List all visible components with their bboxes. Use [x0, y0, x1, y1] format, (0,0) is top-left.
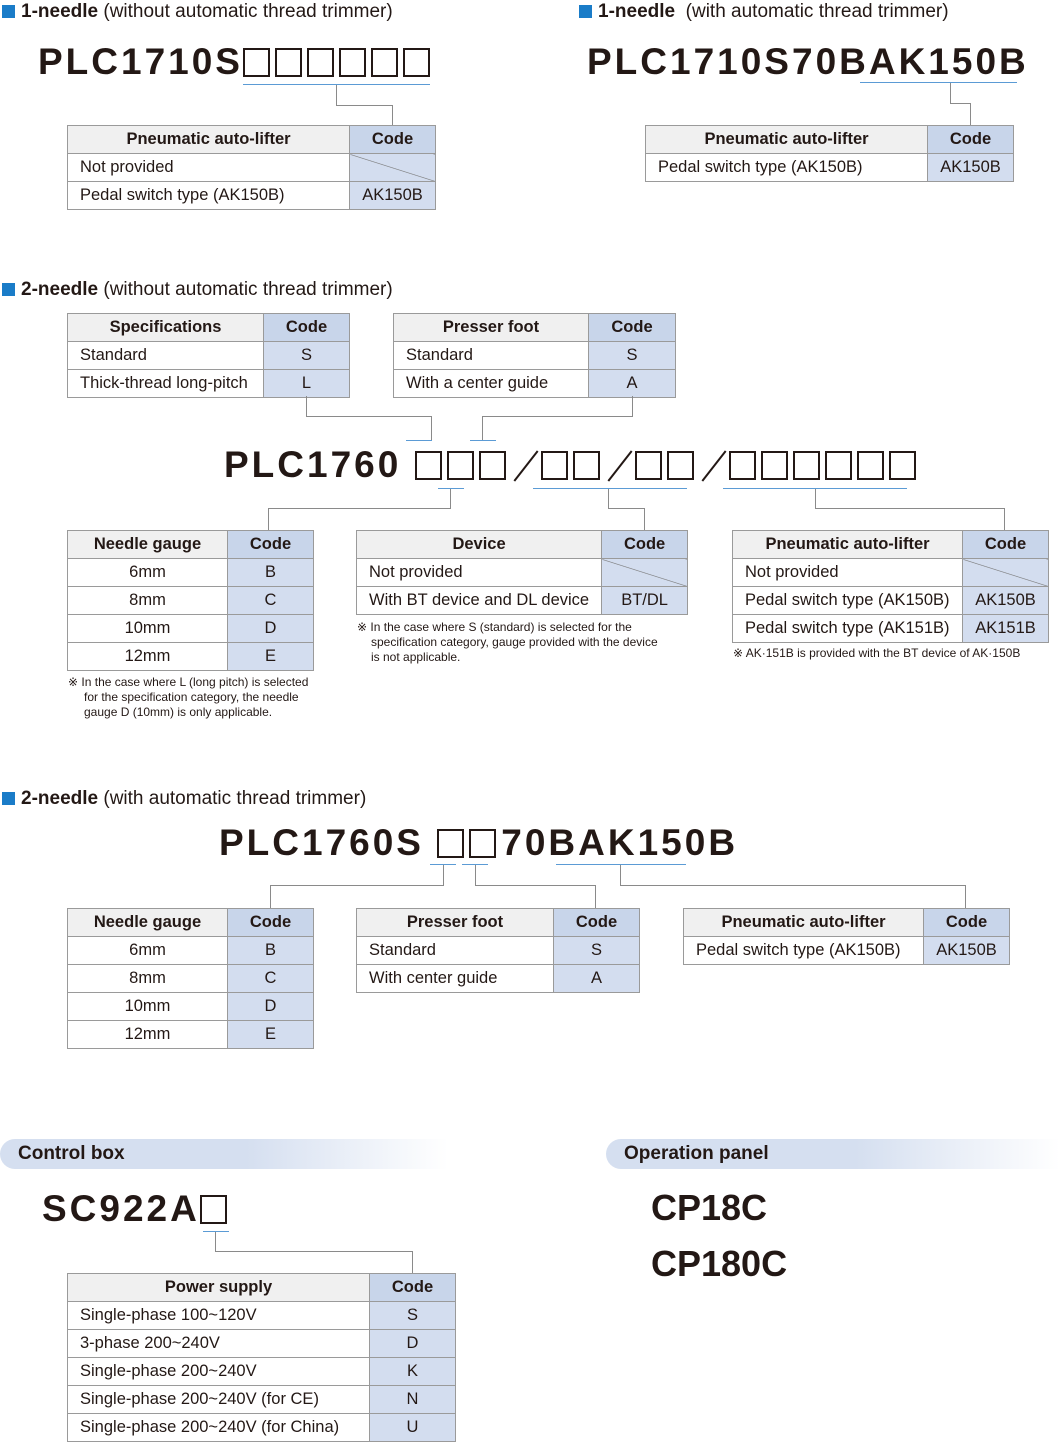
not-applicable-cell	[602, 559, 688, 587]
model-code-sc922a: SC922A	[42, 1187, 232, 1231]
model-code-plc1710s: PLC1710S	[38, 40, 435, 84]
model-code-cp18c: CP18C	[651, 1187, 768, 1228]
table-row: Not provided	[733, 559, 1049, 587]
table-row: 8mm C	[68, 587, 314, 615]
connector-line	[450, 489, 451, 509]
connector-line	[215, 1251, 413, 1252]
code-placeholder-box	[275, 48, 302, 77]
connector-line	[815, 508, 1005, 509]
table-row: Not provided	[357, 559, 688, 587]
code-underline	[406, 440, 432, 441]
code-placeholder-box	[243, 48, 270, 77]
code-placeholder-box	[541, 451, 568, 480]
table-row: Pedal switch type (AK150B) AK150B	[646, 154, 1014, 182]
table-row: Single-phase 200~240V (for China) U	[68, 1414, 456, 1442]
code-placeholder-box	[339, 48, 366, 77]
table-row: With a center guide A	[394, 370, 676, 398]
connector-line	[268, 508, 451, 509]
connector-line	[815, 489, 816, 509]
operation-panel-heading: Operation panel	[606, 1139, 1060, 1169]
connector-line	[620, 865, 621, 886]
code-placeholder-box	[761, 451, 788, 480]
table-needle-gauge-2: Needle gauge Code 6mm B 8mm C 10mm D 12mm E	[67, 908, 314, 1049]
code-placeholder-box	[371, 48, 398, 77]
code-placeholder-box	[403, 48, 430, 77]
model-code-plc1710s70bak150b: PLC1710S70BAK150B	[587, 41, 1029, 82]
connector-line	[608, 489, 609, 509]
section-title-1needle-no-trimmer: 1-needle (without automatic thread trimmer)	[2, 0, 393, 24]
control-box-heading: Control box	[0, 1139, 448, 1169]
bullet-square-icon	[2, 792, 15, 805]
code-placeholder-box	[200, 1195, 227, 1224]
table-device: Device Code Not provided With BT device and DL device BT/DL	[356, 530, 688, 615]
table-row: 6mm B	[68, 559, 314, 587]
model-code-plc1760: PLC1760	[224, 443, 921, 487]
table-row: Standard S	[68, 342, 350, 370]
connector-line	[482, 416, 633, 417]
code-underline	[438, 488, 464, 489]
code-placeholder-box	[667, 451, 694, 480]
table-row: 8mm C	[68, 965, 314, 993]
table-presser-foot: Presser foot Code Standard S With a center guide A	[393, 313, 676, 398]
slash-separator	[605, 443, 635, 487]
code-underline	[470, 440, 496, 441]
bullet-square-icon	[2, 5, 15, 18]
slash-separator	[511, 443, 541, 487]
connector-line	[443, 865, 444, 886]
code-underline	[533, 488, 687, 489]
section-title-2needle-with-trimmer: 2-needle (with automatic thread trimmer)	[2, 787, 366, 811]
code-placeholder-box	[307, 48, 334, 77]
slash-separator	[699, 443, 729, 487]
table-row: With BT device and DL device BT/DL	[357, 587, 688, 615]
table-row: Single-phase 200~240V K	[68, 1358, 456, 1386]
table-row: Single-phase 100~120V S	[68, 1302, 456, 1330]
bullet-square-icon	[579, 5, 592, 18]
connector-line	[475, 865, 476, 886]
table-row: 12mm E	[68, 1021, 314, 1049]
code-underline	[860, 82, 1017, 83]
connector-line	[336, 85, 337, 106]
section-title-2needle-no-trimmer: 2-needle (without automatic thread trimmer)	[2, 278, 393, 302]
connector-line	[215, 1232, 216, 1252]
code-placeholder-box	[729, 451, 756, 480]
code-placeholder-box	[415, 451, 442, 480]
table-pneumatic-auto-lifter-1: Pneumatic auto-lifter Code Not provided Pedal switch type (AK150B) AK150B	[67, 125, 436, 210]
connector-line	[608, 508, 645, 509]
table-pneumatic-auto-lifter-2: Pneumatic auto-lifter Code Pedal switch type (AK150B) AK150B	[645, 125, 1014, 182]
connector-line	[482, 416, 483, 440]
connector-line	[475, 885, 596, 886]
code-placeholder-box	[437, 829, 464, 858]
table-row: Standard S	[357, 937, 640, 965]
connector-line	[644, 508, 645, 531]
code-underline	[556, 864, 686, 865]
connector-line	[270, 885, 271, 909]
table-row: 12mm E	[68, 643, 314, 671]
connector-line	[965, 885, 966, 909]
code-placeholder-box	[825, 451, 852, 480]
note-lifter: ※ AK·151B is provided with the BT device of AK·150B	[733, 646, 1021, 660]
table-pneumatic-auto-lifter-4: Pneumatic auto-lifter Code Pedal switch type (AK150B) AK150B	[683, 908, 1010, 965]
table-row: Not provided	[68, 154, 436, 182]
table-needle-gauge-1: Needle gauge Code 6mm B 8mm C 10mm D 12mm E	[67, 530, 314, 671]
code-placeholder-box	[469, 829, 496, 858]
not-applicable-cell	[963, 559, 1049, 587]
code-placeholder-box	[573, 451, 600, 480]
connector-line	[620, 885, 966, 886]
table-row: Pedal switch type (AK150B) AK150B	[68, 182, 436, 210]
table-row: Pedal switch type (AK150B) AK150B	[684, 937, 1010, 965]
code-placeholder-box	[479, 451, 506, 480]
connector-line	[306, 416, 432, 417]
table-presser-foot-2: Presser foot Code Standard S With center guide A	[356, 908, 640, 993]
table-row: Pedal switch type (AK151B) AK151B	[733, 615, 1049, 643]
table-power-supply: Power supply Code Single-phase 100~120V S 3-phase 200~240V D Single-phase 200~240V K Single-phase 200~240V (for CE) N Single-phase 200~240V (for China) U	[67, 1273, 456, 1442]
note-device: ※ In the case where S (standard) is selected for the specification category, gauge provided with the device is not applicable.	[357, 620, 658, 664]
table-row: Single-phase 200~240V (for CE) N	[68, 1386, 456, 1414]
connector-line	[431, 416, 432, 440]
connector-line	[632, 396, 633, 417]
model-code-cp180c: CP180C	[651, 1243, 788, 1284]
table-row: 6mm B	[68, 937, 314, 965]
connector-line	[268, 508, 269, 531]
bullet-square-icon	[2, 283, 15, 296]
connector-line	[1004, 508, 1005, 531]
connector-line	[306, 396, 307, 417]
table-row: 3-phase 200~240V D	[68, 1330, 456, 1358]
connector-line	[392, 105, 393, 126]
note-needle-gauge: ※ In the case where L (long pitch) is selected for the specification category, the needle gauge D (10mm) is only applicable.	[68, 675, 309, 719]
code-placeholder-box	[793, 451, 820, 480]
table-row: Pedal switch type (AK150B) AK150B	[733, 587, 1049, 615]
table-row: 10mm D	[68, 993, 314, 1021]
connector-line	[412, 1251, 413, 1274]
connector-line	[950, 83, 951, 104]
code-placeholder-box	[889, 451, 916, 480]
code-placeholder-box	[447, 451, 474, 480]
not-applicable-cell	[350, 154, 436, 182]
code-underline	[203, 1231, 229, 1232]
table-row: 10mm D	[68, 615, 314, 643]
model-code-plc1760s: PLC1760S 70BAK150B	[219, 822, 739, 863]
code-placeholder-box	[857, 451, 884, 480]
table-pneumatic-auto-lifter-3: Pneumatic auto-lifter Code Not provided Pedal switch type (AK150B) AK150B Pedal switch type (AK151B) AK151B	[732, 530, 1049, 643]
connector-line	[970, 103, 971, 126]
code-placeholder-box	[635, 451, 662, 480]
connector-line	[336, 105, 393, 106]
section-title-1needle-with-trimmer: 1-needle (with automatic thread trimmer)	[579, 0, 949, 24]
table-row: With center guide A	[357, 965, 640, 993]
connector-line	[595, 885, 596, 909]
connector-line	[950, 103, 971, 104]
table-row: Thick-thread long-pitch L	[68, 370, 350, 398]
table-row: Standard S	[394, 342, 676, 370]
table-specifications: Specifications Code Standard S Thick-thread long-pitch L	[67, 313, 350, 398]
connector-line	[270, 885, 444, 886]
